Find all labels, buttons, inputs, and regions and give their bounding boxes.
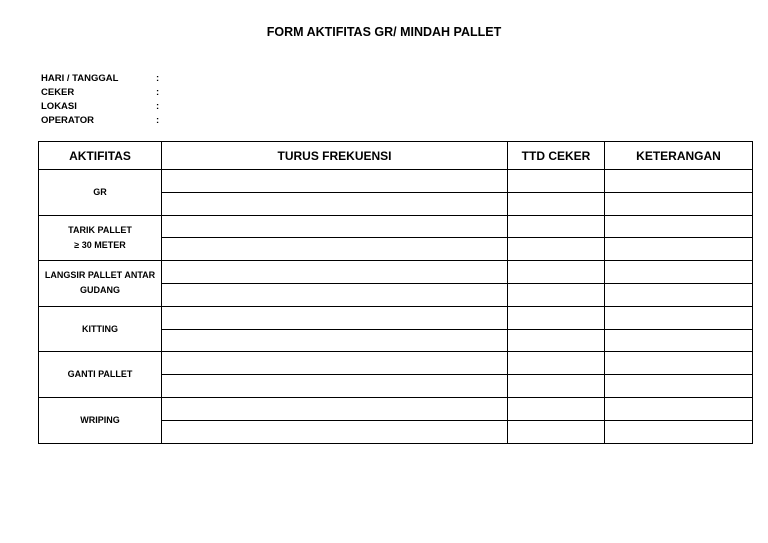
- field-colon: :: [156, 87, 160, 98]
- form-info-fields: [41, 72, 166, 128]
- field-label: OPERATOR: [41, 115, 94, 126]
- form-title: FORM AKTIFITAS GR/ MINDAH PALLET: [266, 25, 502, 39]
- activity-label-line2: ≥ 30 METER: [74, 239, 126, 250]
- ttd-ceker-cell[interactable]: [508, 420, 605, 443]
- header-ttd-ceker: TTD CEKER: [508, 142, 605, 170]
- turus-frekuensi-cell[interactable]: [162, 215, 508, 238]
- keterangan-cell[interactable]: [605, 192, 753, 215]
- activity-label: GR: [93, 186, 107, 197]
- ttd-ceker-cell[interactable]: [508, 375, 605, 398]
- activity-name: [39, 352, 162, 398]
- field-colon: :: [156, 73, 160, 84]
- ttd-ceker-cell[interactable]: [508, 261, 605, 284]
- keterangan-cell[interactable]: [605, 306, 753, 329]
- turus-frekuensi-cell[interactable]: [162, 397, 508, 420]
- keterangan-cell[interactable]: [605, 420, 753, 443]
- keterangan-cell[interactable]: [605, 215, 753, 238]
- activity-name: [39, 261, 162, 307]
- activity-name: [39, 397, 162, 443]
- field-colon: :: [156, 115, 160, 126]
- field-hari-tanggal: [41, 72, 166, 86]
- activity-label: TARIK PALLET: [68, 224, 132, 235]
- header-keterangan: KETERANGAN: [605, 142, 753, 170]
- table-row: [39, 261, 753, 284]
- ttd-ceker-cell[interactable]: [508, 215, 605, 238]
- keterangan-cell[interactable]: [605, 170, 753, 193]
- field-label: LOKASI: [41, 101, 77, 112]
- keterangan-cell[interactable]: [605, 352, 753, 375]
- keterangan-cell[interactable]: [605, 261, 753, 284]
- field-label: CEKER: [41, 87, 75, 98]
- turus-frekuensi-cell[interactable]: [162, 352, 508, 375]
- field-lokasi: [41, 100, 166, 114]
- activity-name: [39, 170, 162, 216]
- turus-frekuensi-cell[interactable]: [162, 375, 508, 398]
- ttd-ceker-cell[interactable]: [508, 352, 605, 375]
- activity-label: WRIPING: [80, 414, 120, 425]
- keterangan-cell[interactable]: [605, 397, 753, 420]
- header-aktifitas: AKTIFITAS: [39, 142, 162, 170]
- ttd-ceker-cell[interactable]: [508, 192, 605, 215]
- activity-name: [39, 215, 162, 261]
- turus-frekuensi-cell[interactable]: [162, 283, 508, 306]
- turus-frekuensi-cell[interactable]: [162, 261, 508, 284]
- field-colon: :: [156, 101, 160, 112]
- table-row: [39, 352, 753, 375]
- ttd-ceker-cell[interactable]: [508, 329, 605, 352]
- keterangan-cell[interactable]: [605, 238, 753, 261]
- turus-frekuensi-cell[interactable]: [162, 170, 508, 193]
- turus-frekuensi-cell[interactable]: [162, 192, 508, 215]
- keterangan-cell[interactable]: [605, 375, 753, 398]
- field-label: HARI / TANGGAL: [41, 73, 119, 84]
- ttd-ceker-cell[interactable]: [508, 306, 605, 329]
- table-row: [39, 170, 753, 193]
- activity-label-line2: GUDANG: [80, 285, 120, 296]
- ttd-ceker-cell[interactable]: [508, 397, 605, 420]
- activity-table: [38, 141, 753, 444]
- ttd-ceker-cell[interactable]: [508, 238, 605, 261]
- activity-label: GANTI PALLET: [67, 369, 133, 380]
- field-operator: [41, 114, 166, 128]
- table-header-row: [39, 142, 753, 170]
- turus-frekuensi-cell[interactable]: [162, 306, 508, 329]
- keterangan-cell[interactable]: [605, 329, 753, 352]
- activity-name: [39, 306, 162, 352]
- table-row: [39, 306, 753, 329]
- ttd-ceker-cell[interactable]: [508, 170, 605, 193]
- table-row: [39, 215, 753, 238]
- ttd-ceker-cell[interactable]: [508, 283, 605, 306]
- turus-frekuensi-cell[interactable]: [162, 329, 508, 352]
- header-turus-frekuensi: TURUS FREKUENSI: [162, 142, 508, 170]
- turus-frekuensi-cell[interactable]: [162, 238, 508, 261]
- table-row: [39, 397, 753, 420]
- keterangan-cell[interactable]: [605, 283, 753, 306]
- turus-frekuensi-cell[interactable]: [162, 420, 508, 443]
- activity-label: KITTING: [82, 323, 118, 334]
- activity-label: LANGSIR PALLET ANTAR: [44, 270, 156, 281]
- field-ceker: [41, 86, 166, 100]
